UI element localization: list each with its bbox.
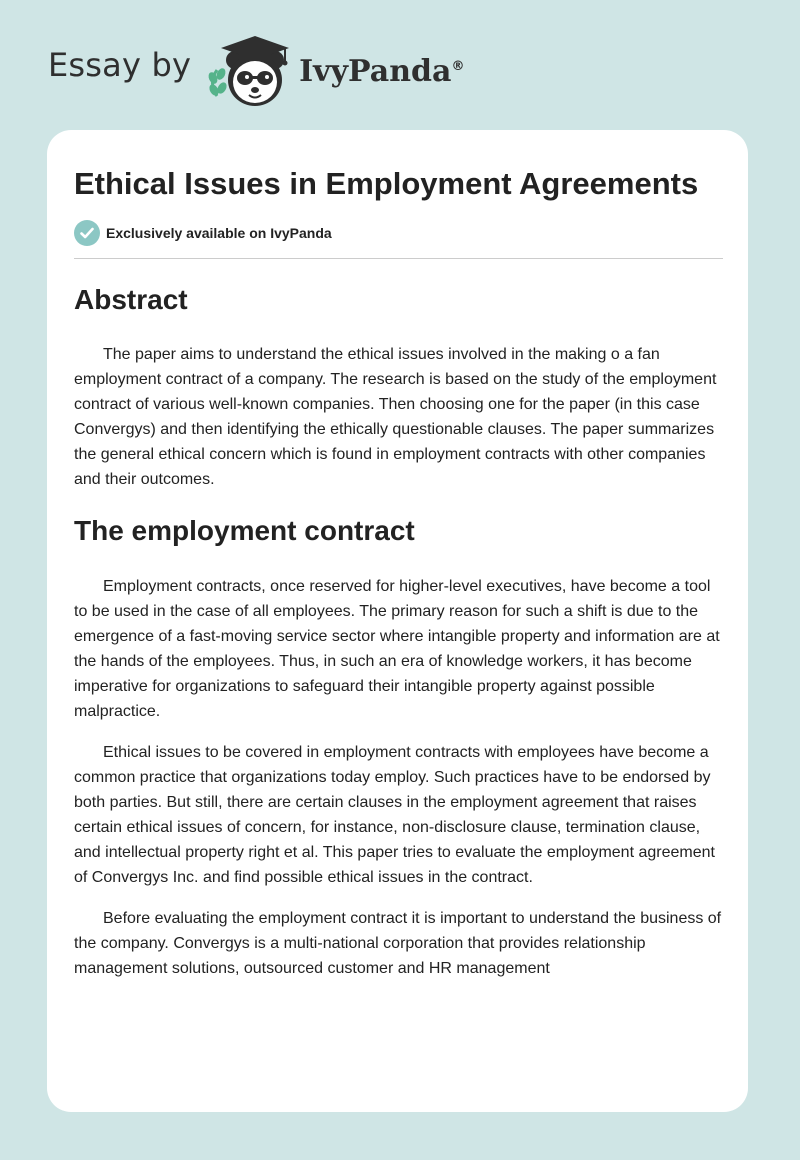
exclusive-badge [74,220,724,246]
essay-by-label: Essay by [48,46,192,84]
panda-graduation-cap-icon[interactable] [205,30,297,110]
section-heading-abstract: Abstract [74,284,188,315]
exclusive-badge-text: Exclusively available on IvyPanda [106,225,332,241]
registered-mark: ® [451,58,465,74]
divider [74,258,723,259]
site-header [48,30,464,110]
contract-paragraph: Before evaluating the employment contract it is important to understand the business of the company. Convergys is a multi-national corporation that provides relationship management solutions, outsourced customer and HR management [74,910,722,977]
essay-card [47,130,748,1112]
checkmark-icon [74,220,100,246]
page-title: Ethical Issues in Employment Agreements [74,166,699,201]
contract-paragraph: Ethical issues to be covered in employment contracts with employees have become a common practice that organizations today employ. Such practices have to be endorsed by both parties. But still, there are certain clauses in the employment agreement that raises certain ethical issues of concern, for instance, non-disclosure clause, termination clause, and intellectual property right et al. This paper tries to evaluate the employment agreement of Convergys Inc. and find possible ethical issues in the contract. [74,744,715,886]
brand-name[interactable]: IvyPanda® [299,53,465,89]
abstract-paragraph: The paper aims to understand the ethical issues involved in the making o a fan employment contract of a company. The research is based on the study of the employment contract of various well-known companies. Then choosing one for the paper (in this case Convergys) and then identifying the ethically questionable clauses. The paper summarizes the general ethical concern which is found in employment contracts with other companies and their outcomes. [74,346,717,488]
section-heading-employment-contract: The employment contract [74,515,415,546]
contract-paragraph: Employment contracts, once reserved for higher-level executives, have become a tool to be used in the case of all employees. The primary reason for such a shift is due to the emergence of a fast-moving service sector where intangible property and information are at the hands of the employees. Thus, in such an era of knowledge workers, it has become imperative for organizations to safeguard their intangible property against possible malpractice. [74,578,720,720]
essay-content [74,130,724,981]
